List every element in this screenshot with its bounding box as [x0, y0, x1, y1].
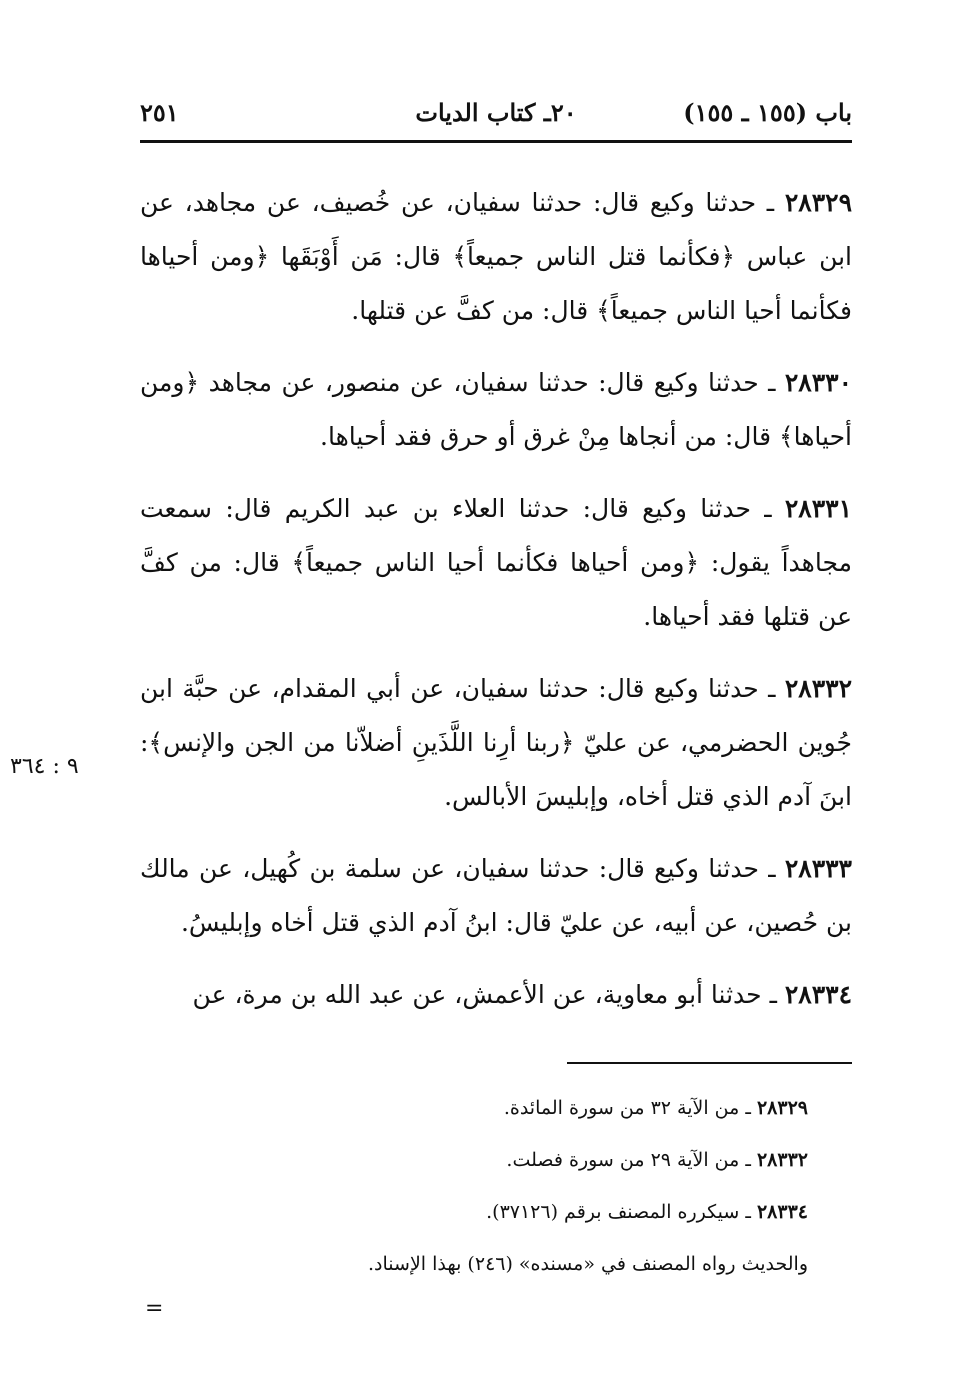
- hadith-text: ـ حدثنا أبو معاوية، عن الأعمش، عن عبد الله بن مرة، عن: [192, 980, 777, 1009]
- page-header: [140, 92, 852, 138]
- hadith-number: ٢٨٣٣٤: [784, 980, 852, 1009]
- footnote: [140, 1186, 808, 1238]
- footnote-text: ـ سيكرره المصنف برقم (٣٧١٢٦).: [486, 1201, 751, 1223]
- footnote: [140, 1082, 808, 1134]
- hadith-number: ٢٨٣٣٠: [784, 368, 852, 397]
- main-text: [140, 176, 852, 1040]
- footnote: [140, 1134, 808, 1186]
- hadith-entry: [140, 662, 852, 824]
- hadith-text: ـ حدثنا وكيع قال: حدثنا سفيان، عن سلمة بن كُهيل، عن مالك بن حُصين، عن أبيه، عن عليّ قال: ابنُ آدم الذي قتل أخاه وإبليسُ.: [140, 854, 852, 937]
- footnote-text: ـ من الآية ٢٩ من سورة فصلت.: [506, 1149, 751, 1171]
- footnote-number: ٢٨٣٢٩: [756, 1097, 808, 1119]
- footnote-rule: [567, 1062, 852, 1064]
- hadith-entry: [140, 482, 852, 644]
- hadith-entry: [140, 968, 852, 1022]
- hadith-number: ٢٨٣٣٣: [784, 854, 852, 883]
- footnote-text: ـ من الآية ٣٢ من سورة المائدة.: [503, 1097, 751, 1119]
- chapter-title: باب (١٥٥ ـ ١٥٥): [683, 98, 852, 127]
- hadith-text: ـ حدثنا وكيع قال: حدثنا العلاء بن عبد الكريم قال: سمعت مجاهداً يقول: ﴿ومن أحياها فكأنما أحيا الناس جميعاً﴾ قال: من كفَّ عن قتلها فقد أحياها.: [140, 494, 852, 631]
- hadith-entry: [140, 176, 852, 338]
- footnote-number: ٢٨٣٣٤: [756, 1201, 808, 1223]
- hadith-number: ٢٨٣٣٢: [784, 674, 853, 703]
- footnote: [140, 1238, 808, 1290]
- hadith-entry: [140, 356, 852, 464]
- hadith-entry: [140, 842, 852, 950]
- footnote-text: والحديث رواه المصنف في «مسنده» (٢٤٦) بهذا الإسناد.: [368, 1253, 808, 1275]
- continuation-mark: =: [145, 1296, 164, 1321]
- hadith-text: ـ حدثنا وكيع قال: حدثنا سفيان، عن منصور، عن مجاهد ﴿ومن أحياها﴾ قال: من أنجاها مِنْ غرق أو حرق فقد أحياها.: [140, 368, 852, 451]
- margin-reference: ٩ : ٣٦٤: [10, 754, 79, 779]
- book-title: ٢٠ـ كتاب الديات: [415, 98, 577, 127]
- page-number: ٢٥١: [140, 98, 179, 127]
- hadith-text: ـ حدثنا وكيع قال: حدثنا سفيان، عن خُصيف، عن مجاهد، عن ابن عباس ﴿فكأنما قتل الناس جميعاً﴾ قال: مَن أَوْبَقَها ﴿ومن أحياها فكأنما أحيا الناس جميعاً﴾ قال: من كفَّ عن قتلها.: [140, 188, 852, 325]
- footnotes: [140, 1082, 808, 1290]
- hadith-number: ٢٨٣٢٩: [784, 188, 852, 217]
- hadith-text: ـ حدثنا وكيع قال: حدثنا سفيان، عن أبي المقدام، عن حبَّة ابن جُوين الحضرمي، عن عليّ ﴿ربنا أرِنا اللَّذَينِ أضلاّنا من الجن والإنس﴾: ابنَ آدم الذي قتل أخاه، وإبليسَ الأبالس.: [140, 674, 852, 811]
- header-rule: [140, 140, 852, 143]
- hadith-number: ٢٨٣٣١: [784, 494, 852, 523]
- footnote-number: ٢٨٣٣٢: [756, 1149, 808, 1171]
